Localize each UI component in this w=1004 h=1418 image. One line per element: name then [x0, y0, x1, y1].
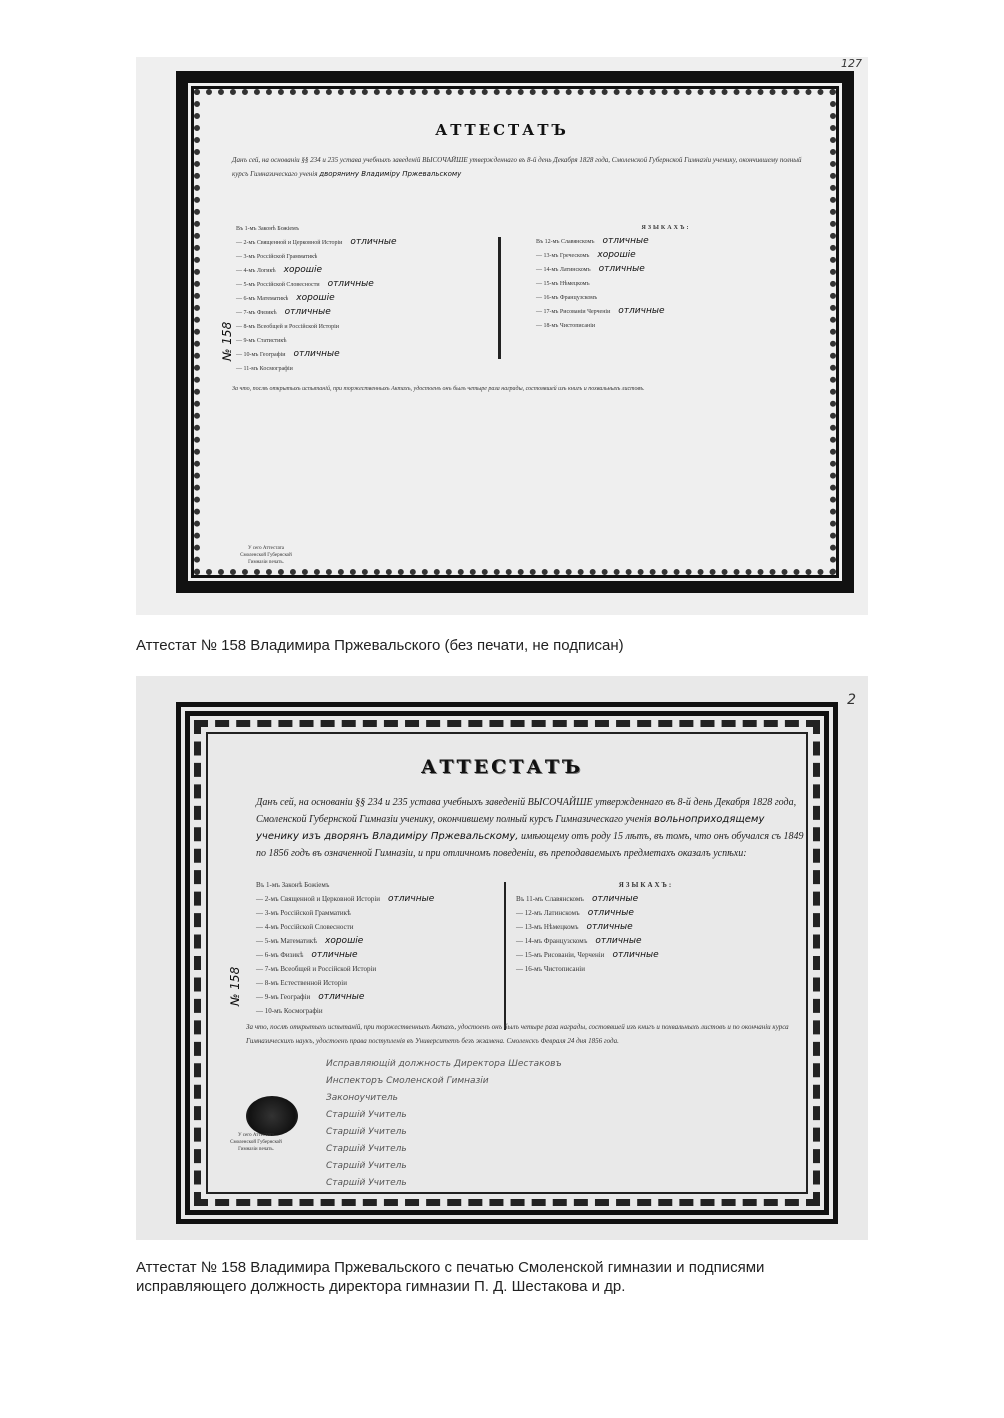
- subject-label: — 10-мъ Космографіи: [256, 1007, 323, 1015]
- certificate-title: АТТЕСТАТЪ: [420, 756, 584, 778]
- subject-row: [256, 948, 516, 962]
- subject-row: [236, 320, 486, 334]
- subject-label: — 8-мъ Всеобщей и Россійской Исторіи: [236, 324, 339, 330]
- signature-line: Законоучитель: [326, 1093, 398, 1103]
- subject-row: [236, 264, 486, 278]
- subject-row: [516, 892, 776, 906]
- subject-label: — 16-мъ Французскомъ: [536, 295, 598, 301]
- subject-grade: отличные: [595, 936, 642, 946]
- subject-row: [256, 962, 516, 976]
- subject-label: — 11-мъ Космографіи: [236, 366, 293, 372]
- subject-row: [516, 920, 776, 934]
- subject-row: [256, 934, 516, 948]
- languages-heading: ЯЗЫКАХЪ:: [618, 881, 674, 889]
- subject-row: [536, 235, 796, 249]
- subject-row: [236, 334, 486, 348]
- signature-line: Исправляющій должность Директора Шестаковъ: [326, 1059, 562, 1069]
- subject-label: — 8-мъ Естественной Исторіи: [256, 979, 347, 987]
- wax-seal-icon: [246, 1096, 298, 1136]
- subjects-list-languages: [516, 878, 776, 976]
- subject-label: — 10-мъ Географіи: [236, 352, 286, 358]
- subject-grade: отличные: [618, 306, 665, 316]
- intro-handwritten: вольноприходящему ученику изъ дворянъ Владиміру Пржевальскому,: [256, 814, 765, 842]
- subject-label: — 18-мъ Чистописаніи: [536, 323, 596, 329]
- subject-label: — 16-мъ Чистописаніи: [516, 965, 585, 973]
- subject-label: — 9-мъ Статистикѣ: [236, 338, 287, 344]
- column-divider: [504, 882, 506, 1030]
- subject-row: [516, 962, 776, 976]
- subject-row: [516, 934, 776, 948]
- certificate-closing: За что, послѣ открытыхъ испытаній, при торжественныхъ Актахъ, удостоенъ онъ былъ четыре раза награды, состоявшей изъ книгъ и похвальныхъ листовъ.: [232, 386, 645, 392]
- subject-row: [256, 1004, 516, 1018]
- subject-grade: отличные: [602, 236, 649, 246]
- subject-row: [256, 990, 516, 1004]
- caption-unsigned-certificate: Аттестат № 158 Владимира Пржевальского (без печати, не подписан): [136, 637, 624, 654]
- subject-label: — 17-мъ Рисованіи Черченіи: [536, 309, 611, 315]
- subject-row: [236, 362, 486, 376]
- subject-grade: хорошіе: [296, 293, 335, 303]
- subject-label: — 14-мъ Французскомъ: [516, 937, 588, 945]
- certificate-image-signed: [136, 676, 868, 1240]
- subject-grade: хорошіе: [325, 936, 364, 946]
- subject-label: Въ 11-мъ Славянскомъ: [516, 895, 584, 903]
- subject-label: — 3-мъ Россійской Грамматикѣ: [256, 909, 351, 917]
- subject-label: Въ 1-мъ Законѣ Божіемъ: [236, 226, 299, 232]
- certificate-closing: За что, послѣ открытыхъ испытаній, при торжественныхъ Актахъ, удостоенъ онъ былъ четыре раза награды, состоявшей изъ книгъ и похвальныхъ листовъ и по окончаніи курса Гимназическихъ наукъ, удостоенъ права поступленія въ Университетъ безъ экзамена. Смоленскъ Февраля 24 дня 1856 года.: [246, 1023, 789, 1045]
- signature-line: Инспекторъ Смоленской Гимназіи: [326, 1076, 489, 1086]
- subject-grade: отличные: [598, 264, 645, 274]
- subject-label: — 13-мъ Нѣмецкомъ: [516, 923, 579, 931]
- subject-label: — 5-мъ Математикѣ: [256, 937, 318, 945]
- subject-row: [536, 277, 796, 291]
- subject-grade: отличные: [388, 894, 435, 904]
- subject-label: — 7-мъ Физикѣ: [236, 310, 277, 316]
- subject-grade: хорошіе: [283, 265, 322, 275]
- subject-row: [236, 278, 486, 292]
- subject-row: [536, 291, 796, 305]
- subjects-list-left: [256, 878, 516, 1018]
- subject-row: [236, 236, 486, 250]
- intro-second-line: имѣющему отъ роду 15 лѣтъ, въ томъ, что онъ обучался съ 1849 по 1856 годъ въ означенной Гимназіи, и при отличномъ поведеніи, въ преподаваемыхъ предметахъ оказалъ успѣхи:: [256, 831, 804, 859]
- subject-row: [536, 319, 796, 333]
- certificate-intro: [232, 153, 808, 181]
- subject-row: [516, 906, 776, 920]
- subject-label: — 14-мъ Латинскомъ: [536, 267, 591, 273]
- subject-grade: отличные: [327, 279, 374, 289]
- subject-row: [236, 222, 486, 236]
- subject-label: — 9-мъ Географіи: [256, 993, 311, 1001]
- caption-signed-certificate: Аттестат № 158 Владимира Пржевальского с печатью Смоленской гимназии и подписями исправляющего должность директора гимназии П. Д. Шестакова и др.: [136, 1259, 765, 1295]
- certificate-title: АТТЕСТАТЪ: [435, 121, 569, 139]
- subjects-list-languages: [536, 222, 796, 333]
- subject-grade: отличные: [587, 908, 634, 918]
- certificate-image-unsigned: [136, 57, 868, 615]
- subject-grade: отличные: [612, 950, 659, 960]
- subject-label: — 13-мъ Греческомъ: [536, 253, 590, 259]
- intro-handwritten: дворянину Владиміру Пржевальскому: [319, 170, 462, 178]
- intro-printed: Данъ сей, на основаніи §§ 234 и 235 устава учебныхъ заведеній ВЫСОЧАЙШЕ утвержденнаго въ 8-й день Декабря 1828 года, Смоленской Губернской Гимназіи ученику, окончившему полный курсъ Гимназическаго ученія: [256, 797, 797, 825]
- subject-grade: отличные: [318, 992, 365, 1002]
- signature-line: Старшій Учитель: [326, 1144, 407, 1154]
- subject-row: [516, 948, 776, 962]
- subject-row: [536, 305, 796, 319]
- subject-row: [256, 976, 516, 990]
- subject-label: — 4-мъ Логикѣ: [236, 268, 276, 274]
- signature-line: Старшій Учитель: [326, 1127, 407, 1137]
- languages-heading: ЯЗЫКАХЪ:: [641, 225, 691, 231]
- seal-note: У сего Аттестата Смоленской Губернской Гимназіи печать.: [240, 546, 292, 565]
- subject-label: Въ 12-мъ Славянскомъ: [536, 239, 595, 245]
- subject-row: [536, 249, 796, 263]
- registration-number: № 158: [228, 966, 242, 1006]
- subject-grade: отличные: [284, 307, 331, 317]
- subject-row: [536, 263, 796, 277]
- subject-label: — 2-мъ Священной и Церковной Исторіи: [256, 895, 381, 903]
- subject-label: — 15-мъ Рисованіи, Черченіи: [516, 951, 605, 959]
- archive-page-number: 127: [841, 57, 862, 70]
- registration-number: № 158: [220, 321, 234, 361]
- certificate-intro: [256, 794, 808, 862]
- archive-page-number: 2: [847, 692, 856, 708]
- subject-label: — 7-мъ Всеобщей и Россійской Исторіи: [256, 965, 377, 973]
- subject-label: — 5-мъ Россійской Словесности: [236, 282, 320, 288]
- subject-grade: отличные: [293, 349, 340, 359]
- subject-grade: отличные: [311, 950, 358, 960]
- intro-printed: Данъ сей, на основаніи §§ 234 и 235 устава учебныхъ заведеній ВЫСОЧАЙШЕ утвержденнаго въ 8-й день Декабря 1828 года, Смоленской Губернской Гимназіи ученику, окончившему полный курсъ Гимназическаго ученія: [232, 156, 802, 178]
- subject-label: — 6-мъ Математикѣ: [236, 296, 289, 302]
- column-divider: [498, 237, 501, 359]
- subject-row: [256, 906, 516, 920]
- subject-row: [236, 250, 486, 264]
- subject-label: — 2-мъ Священной и Церковной Исторіи: [236, 240, 343, 246]
- subject-label: — 4-мъ Россійской Словесности: [256, 923, 354, 931]
- signature-line: Старшій Учитель: [326, 1161, 407, 1171]
- subject-row: [256, 878, 516, 892]
- subject-row: [256, 920, 516, 934]
- subject-row: [236, 348, 486, 362]
- subject-grade: отличные: [591, 894, 639, 904]
- subject-row: [236, 306, 486, 320]
- subject-label: — 12-мъ Латинскомъ: [516, 909, 580, 917]
- subject-row: [256, 892, 516, 906]
- subject-row: [236, 292, 486, 306]
- seal-note: У сего Аттестата Смоленской Губернской Гимназіи печать.: [230, 1133, 282, 1152]
- subjects-list-left: [236, 222, 486, 376]
- signatures-block: [326, 1056, 746, 1192]
- subject-label: — 3-мъ Россійской Грамматикѣ: [236, 254, 318, 260]
- subject-label: — 15-мъ Нѣмецкомъ: [536, 281, 590, 287]
- subject-label: — 6-мъ Физикѣ: [256, 951, 304, 959]
- signature-line: Старшій Учитель: [326, 1178, 407, 1188]
- subject-grade: отличные: [350, 237, 397, 247]
- subject-grade: отличные: [586, 922, 633, 932]
- signature-line: Старшій Учитель: [326, 1110, 407, 1120]
- subject-grade: хорошіе: [597, 250, 636, 260]
- subject-label: Въ 1-мъ Законѣ Божіемъ: [256, 881, 330, 889]
